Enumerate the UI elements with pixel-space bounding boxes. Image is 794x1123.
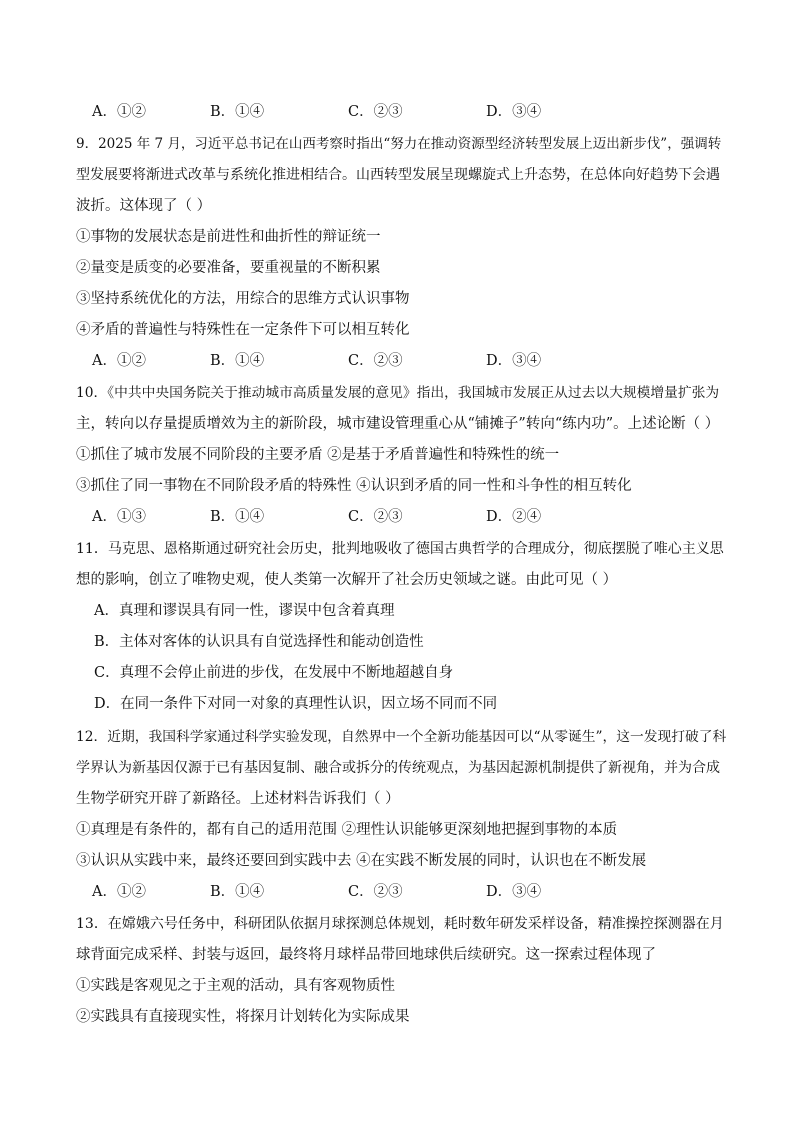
q10-option-c[interactable]: C．②③ [348,509,403,525]
q12-statements-line-1: ①真理是有条件的，都有自己的适用范围 ②理性认识能够更深刻地把握到事物的本质 [76,822,618,838]
q9-option-b[interactable]: B．①④ [210,353,265,369]
q9-statement-3: ③坚持系统优化的方法，用综合的思维方式认识事物 [76,291,410,307]
q9-option-c[interactable]: C．②③ [348,353,403,369]
q12-statements-line-2: ③认识从实践中来，最终还要回到实践中去 ④在实践不断发展的同时，认识也在不断发展 [76,853,647,869]
q12-stem-line-2: 学界认为新基因仅源于已有基因复制、融合或拆分的传统观点，为基因起源机制提供了新视角，并为合成 [76,760,720,776]
q12-option-d[interactable]: D．③④ [486,884,542,900]
q9-option-a[interactable]: A．①② [92,353,146,369]
q12-stem-line-3: 生物学研究开辟了新路径。上述材料告诉我们（ ） [76,791,400,807]
q9-option-d[interactable]: D．③④ [486,353,542,369]
q10-option-a[interactable]: A．①③ [92,509,146,525]
q9-stem-line-2: 型发展要将渐进式改革与系统化推进相结合。山西转型发展呈现螺旋式上升态势，在总体向好趋势下会遇 [76,167,720,183]
q9-statement-4: ④矛盾的普遍性与特殊性在一定条件下可以相互转化 [76,322,410,338]
q8-option-d[interactable]: D．③④ [486,104,542,120]
q10-statements-line-2: ③抓住了同一事物在不同阶段矛盾的特殊性 ④认识到矛盾的同一性和斗争性的相互转化 [76,478,632,494]
q9-statement-1: ①事物的发展状态是前进性和曲折性的辩证统一 [76,229,381,245]
q13-stem-line-2: 球背面完成采样、封装与返回，最终将月球样品带回地球供后续研究。这一探索过程体现了 [76,947,656,963]
q8-option-b[interactable]: B．①④ [210,104,265,120]
q10-option-d[interactable]: D．②④ [486,509,542,525]
q13-statement-1: ①实践是客观见之于主观的活动，具有客观物质性 [76,978,395,994]
q11-stem-line-2: 想的影响，创立了唯物史观，使人类第一次解开了社会历史领域之谜。由此可见（ ） [76,572,618,588]
q10-statements-line-1: ①抓住了城市发展不同阶段的主要矛盾 ②是基于矛盾普遍性和特殊性的统一 [76,447,560,463]
q9-statement-2: ②量变是质变的必要准备，要重视量的不断积累 [76,260,381,276]
q13-stem-line-1: 13．在嫦娥六号任务中，科研团队依据月球探测总体规划，耗时数年研发采样设备，精准操控探测器在月 [76,916,724,932]
q10-option-b[interactable]: B．①④ [210,509,265,525]
q11-stem-line-1: 11．马克思、恩格斯通过研究社会历史，批判地吸收了德国古典哲学的合理成分，彻底摆脱了唯心主义思 [76,541,724,557]
q11-choice-c[interactable]: C．真理不会停止前进的步伐，在发展中不断地超越自身 [94,665,454,681]
q10-stem-line-2: 主，转向以存量提质增效为主的新阶段，城市建设管理重心从“铺摊子”转向“练内功”。上述论断（ ） [76,416,720,432]
q9-stem-line-3: 波折。这体现了（ ） [76,198,212,214]
q8-option-c[interactable]: C．②③ [348,104,403,120]
q12-stem-line-1: 12．近期，我国科学家通过科学实验发现，自然界中一个全新功能基因可以“从零诞生”，这一发现打破了科 [76,729,727,745]
q11-choice-b[interactable]: B．主体对客体的认识具有自觉选择性和能动创造性 [94,634,424,650]
q8-option-a[interactable]: A．①② [92,104,146,120]
q13-statement-2: ②实践具有直接现实性，将探月计划转化为实际成果 [76,1009,410,1025]
q12-option-b[interactable]: B．①④ [210,884,265,900]
q9-stem-line-1: 9．2025 年 7 月，习近平总书记在山西考察时指出“努力在推动资源型经济转型发展上迈出新步伐”，强调转 [76,136,722,152]
q10-stem-line-1: 10．《中共中央国务院关于推动城市高质量发展的意见》指出，我国城市发展正从过去以大规模增量扩张为 [76,385,720,401]
q11-choice-a[interactable]: A．真理和谬误具有同一性，谬误中包含着真理 [94,603,395,619]
q12-option-c[interactable]: C．②③ [348,884,403,900]
q12-option-a[interactable]: A．①② [92,884,146,900]
q11-choice-d[interactable]: D．在同一条件下对同一对象的真理性认识，因立场不同而不同 [94,696,498,712]
